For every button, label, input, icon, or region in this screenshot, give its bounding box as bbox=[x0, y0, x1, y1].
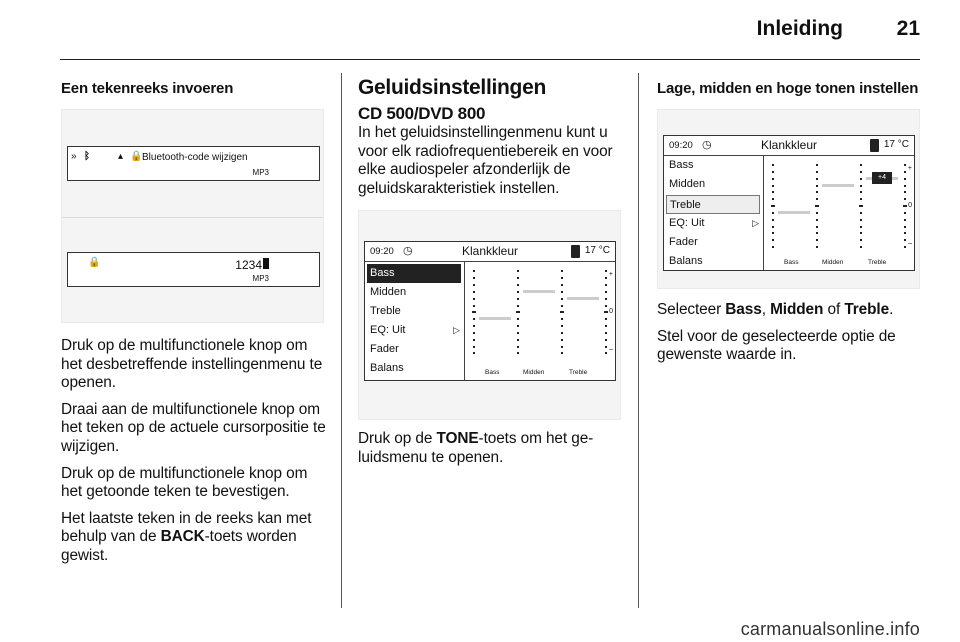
column-divider bbox=[638, 73, 639, 608]
strip-code: 1234 bbox=[235, 258, 262, 272]
mark-minus: – bbox=[609, 346, 613, 354]
screen-status-bar bbox=[664, 136, 914, 156]
clock-time: 09:20 bbox=[669, 140, 693, 151]
eq-level-bar bbox=[822, 184, 854, 187]
page-number: 21 bbox=[896, 17, 920, 40]
paragraph-select: Selecteer Bass, Midden of Treble. bbox=[657, 301, 894, 318]
watermark: carmanualsonline.info bbox=[740, 619, 920, 639]
column-character-entry bbox=[61, 76, 326, 574]
menu-item-bass[interactable]: Bass bbox=[669, 159, 694, 171]
screen-status-bar bbox=[365, 242, 615, 262]
mark-zero: 0 bbox=[609, 308, 613, 316]
mark-plus: + bbox=[608, 271, 613, 279]
eq-label-treble: Treble bbox=[569, 369, 588, 377]
menu-item-treble[interactable]: Treble bbox=[666, 195, 760, 214]
eq-level-bar bbox=[523, 290, 555, 293]
eq-dot-column bbox=[904, 156, 906, 256]
strip-mode: MP3 bbox=[252, 168, 269, 177]
eq-level-bar bbox=[479, 317, 511, 320]
mark-minus: – bbox=[908, 240, 912, 247]
header-rule bbox=[60, 59, 920, 60]
tone-menu bbox=[365, 262, 465, 380]
mark-zero: 0 bbox=[908, 202, 912, 209]
figure-divider bbox=[62, 217, 323, 218]
column-sound-settings bbox=[358, 76, 623, 476]
menu-item-fader[interactable]: Fader bbox=[370, 343, 399, 356]
arrow-right-icon: ▷ bbox=[752, 218, 759, 228]
intro-paragraph: In het geluidsinstellingenmenu kunt u voor elk radiofrequentiebereik en voor elke audiospeler afzonderlijk de geluidskarakteristiek instellen. bbox=[358, 124, 613, 197]
tone-menu bbox=[664, 156, 764, 270]
eq-dot-column bbox=[772, 156, 774, 256]
menu-item-eq[interactable]: EQ: Uit ▷ bbox=[365, 321, 464, 340]
figure-treble-select bbox=[657, 109, 920, 289]
temperature: 17 °C bbox=[584, 245, 610, 257]
eq-label-bass: Bass bbox=[784, 259, 799, 266]
clock-time: 09:20 bbox=[370, 246, 394, 258]
cursor-block-icon bbox=[263, 258, 269, 269]
clock-icon: ◷ bbox=[702, 139, 712, 151]
temperature: 17 °C bbox=[883, 139, 909, 150]
paragraph: Draai aan de multifunctionele knop om het teken op de actuele cursorpositie te wijzigen. bbox=[61, 400, 326, 455]
eq-dot-column bbox=[860, 156, 862, 256]
strip-label: Bluetooth-code wijzigen bbox=[142, 152, 248, 163]
screen-title: Klankkleur bbox=[760, 138, 818, 152]
figure-character-entry bbox=[61, 109, 324, 323]
tone-screen bbox=[364, 241, 616, 381]
eq-value-highlight: +4 bbox=[872, 172, 892, 184]
eq-dot-column bbox=[473, 262, 475, 362]
double-chevron-right-icon: » bbox=[71, 151, 77, 162]
paragraph-back: Het laatste teken in de reeks kan met behulp van de BACK-toets worden gewist. bbox=[61, 509, 312, 564]
mark-plus: + bbox=[907, 165, 912, 172]
menu-item-fader[interactable]: Fader bbox=[669, 236, 698, 248]
display-strip-bluetooth bbox=[67, 146, 320, 181]
eq-dot-column bbox=[517, 262, 519, 362]
paragraph: Druk op de multifunctionele knop om het desbetreffende instellingenmenu te openen. bbox=[61, 337, 323, 392]
menu-item-treble[interactable]: Treble bbox=[370, 305, 401, 318]
section-heading: Geluidsinstellingen bbox=[358, 76, 546, 99]
strip-mode: MP3 bbox=[252, 274, 269, 283]
page-header-title: Inleiding bbox=[756, 17, 843, 40]
menu-item-balans[interactable]: Balans bbox=[669, 255, 703, 267]
paragraph-set-value: Stel voor de geselecteerde optie de gewenste waarde in. bbox=[657, 327, 896, 364]
figure-tone-menu bbox=[358, 210, 621, 420]
column-divider bbox=[341, 73, 342, 608]
tone-screen bbox=[663, 135, 915, 271]
bluetooth-icon: ᛒ bbox=[84, 151, 90, 162]
eq-dot-column bbox=[605, 262, 607, 362]
menu-item-balans[interactable]: Balans bbox=[370, 362, 404, 375]
menu-item-midden[interactable]: Midden bbox=[370, 286, 407, 299]
menu-item-bass[interactable]: Bass bbox=[367, 264, 461, 283]
phone-icon bbox=[870, 139, 879, 152]
paragraph-tone: Druk op de TONE-toets om het geluidsmenu te openen. bbox=[358, 430, 594, 466]
caret-up-icon: ▴ bbox=[118, 151, 124, 162]
column-tones bbox=[657, 76, 922, 373]
equalizer-panel bbox=[764, 156, 914, 270]
phone-icon bbox=[571, 245, 580, 258]
menu-item-midden[interactable]: Midden bbox=[669, 178, 706, 190]
lock-icon: 🔒 bbox=[88, 257, 101, 268]
section-title: Lage, midden en hoge tonen instellen bbox=[657, 80, 919, 97]
eq-level-bar bbox=[778, 211, 810, 214]
menu-item-eq[interactable]: EQ: Uit ▷ bbox=[664, 214, 763, 233]
screen-title: Klankkleur bbox=[461, 244, 519, 259]
clock-icon: ◷ bbox=[403, 245, 413, 258]
paragraph: Druk op de multifunctionele knop om het getoonde teken te bevestigen. bbox=[61, 464, 308, 501]
eq-label-midden: Midden bbox=[822, 259, 844, 266]
eq-dot-column bbox=[561, 262, 563, 362]
display-strip-code bbox=[67, 252, 320, 287]
eq-label-treble: Treble bbox=[868, 259, 887, 266]
section-title: Een tekenreeks invoeren bbox=[61, 80, 234, 97]
arrow-right-icon: ▷ bbox=[453, 325, 460, 336]
eq-label-bass: Bass bbox=[485, 369, 500, 377]
eq-dot-column bbox=[816, 156, 818, 256]
eq-label-midden: Midden bbox=[523, 369, 545, 377]
subheading: CD 500/DVD 800 bbox=[358, 104, 486, 123]
eq-level-bar bbox=[567, 297, 599, 300]
equalizer-panel bbox=[465, 262, 615, 380]
lock-icon: 🔒 bbox=[130, 151, 143, 162]
